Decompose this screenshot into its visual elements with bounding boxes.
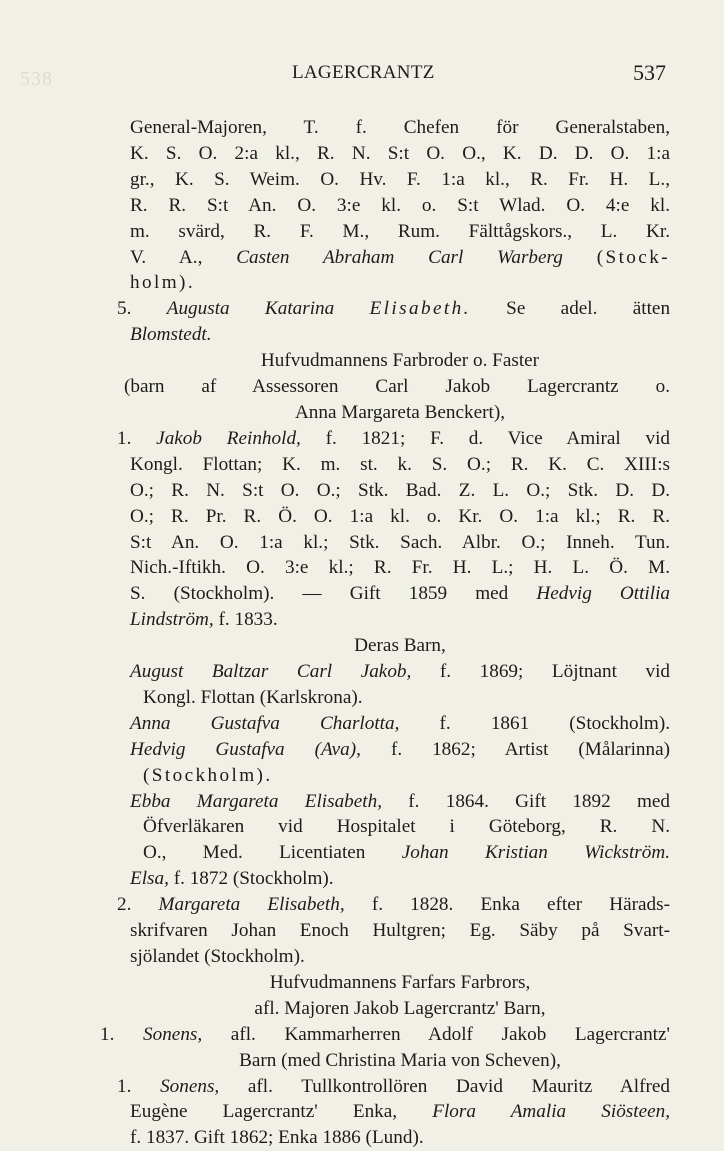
person-name: Elsa, [130,868,169,890]
family-name: Blomstedt. [130,324,212,346]
person-name: Flora Amalia Siösteen, [432,1101,671,1123]
text-segment: O., Med. Licentiaten [143,842,366,864]
text-line: Kongl. Flottan; K. m. st. k. S. O.; R. K. C. XIII:s [130,453,670,475]
entry-number: 1. [117,1075,132,1097]
person-name: Margareta Elisabeth, [158,894,345,916]
text-line: m. svärd, R. F. M., Rum. Fälttågskors., L. Kr. [130,220,670,242]
entry-line [130,659,670,685]
entry-line [117,426,670,452]
person-name: Jakob Reinhold, [156,427,301,449]
text-line: Öfverläkaren vid Hospitalet i Göteborg, R. N. [143,816,670,838]
text-segment: f. 1869; Löjtnant vid [439,661,671,683]
text-line: O.; R. Pr. R. Ö. O. 1:a kl. o. Kr. O. 1:a kl.; R. R. [130,505,670,527]
text-segment: f. 1872 (Stockholm). [173,868,334,890]
person-name: Casten Abraham Carl Warberg [236,246,563,268]
text-line: Kongl. Flottan (Karlskrona). [143,686,363,708]
entry-line [117,892,670,918]
text-line: O.; R. N. S:t O. O.; Stk. Bad. Z. L. O.; Stk. D. D. [130,479,670,501]
text-line [130,607,670,633]
section-subheading: Anna Margareta Benckert), [294,401,506,423]
text-line: gr., K. S. Weim. O. Hv. F. 1:a kl., R. Fr. H. L., [130,168,670,190]
entry-number: 1. [117,427,132,449]
entry-number: 2. [117,894,132,916]
section-heading: Hufvudmannens Farfars Farbrors, [269,971,531,993]
text-line: (Stockholm). [143,764,273,786]
text-segment: f. 1864. Gift 1892 med [408,790,670,812]
text-segment: Eugène Lagercrantz' Enka, [130,1101,398,1123]
person-name: Johan Kristian Wickström. [401,842,671,864]
person-name: Anna Gustafva Charlotta, [130,712,400,734]
text-line: K. S. O. 2:a kl., R. N. S:t O. O., K. D. D. O. 1:a [130,142,670,164]
text-line [130,322,670,348]
entry-line [130,789,670,815]
entry-line [130,866,670,892]
text-segment: f. 1833. [218,609,278,631]
page-number: 537 [633,60,666,85]
text-line [130,245,670,271]
text-line: Barn (med Christina Maria von Scheven), [239,1049,561,1071]
text-line: sjölandet (Stockholm). [130,946,305,967]
text-segment: Se adel. ätten [506,298,671,320]
entry-line [130,737,670,763]
entry-number: 1. [100,1023,115,1045]
text-segment: S. (Stockholm). — Gift 1859 med [130,583,509,605]
genealogy-text [100,115,671,1151]
entry-line [117,296,670,322]
person-label: Sonens, [143,1023,203,1045]
section-subheading: afl. Majoren Jakob Lagercrantz' Barn, [254,997,546,1019]
text-line [130,840,670,866]
text-segment: f. 1821; F. d. Vice Amiral vid [325,427,671,449]
person-name: Ebba Margareta Elisabeth, [130,790,383,812]
text-segment: f. 1861 (Stockholm). [439,712,671,734]
person-name: Augusta Katarina [166,298,335,320]
text-line: Nich.-Iftikh. O. 3:e kl.; R. Fr. H. L.; H. L. Ö. M. [130,557,670,579]
section-heading: Hufvudmannens Farbroder o. Faster [260,350,540,372]
person-name: Hedvig Gustafva (Ava), [130,738,361,760]
entry-line [130,711,670,737]
text-segment: f. 1828. Enka efter Härads- [371,894,671,916]
running-head [0,62,724,90]
text-line [130,581,670,607]
person-name: Lindström, [130,609,214,631]
person-name: August Baltzar Carl Jakob, [130,661,412,683]
text-segment: f. 1862; Artist (Målarinna) [390,738,670,760]
text-line: f. 1837. Gift 1862; Enka 1886 (Lund). [130,1127,424,1149]
bleed-through-page-number: 538 [20,68,53,90]
honors-abbrev: V. A., [130,246,203,268]
person-name-spaced: Elisabeth. [369,298,471,320]
text-line [130,1099,670,1125]
person-label: Sonens, [160,1075,220,1097]
running-title: LAGERCRANTZ [292,62,435,83]
text-line: R. R. S:t An. O. 3:e kl. o. S:t Wlad. O. 4:e kl. [130,194,670,216]
entry-line [117,1074,670,1100]
person-name: Hedvig Ottilia [536,583,671,605]
text-line: General-Majoren, T. f. Chefen för Generalstaben, [130,117,670,138]
text-line: S:t An. O. 1:a kl.; Stk. Sach. Albr. O.; Inneh. Tun. [130,531,670,553]
residence: (Stock- [596,246,671,268]
text-line: skrifvaren Johan Enoch Hultgren; Eg. Säby på Svart- [130,920,670,942]
section-subheading: (barn af Assessoren Carl Jakob Lagercrantz o. [124,376,670,398]
entry-number: 5. [117,298,132,320]
section-heading: Deras Barn, [354,635,446,657]
entry-line [100,1022,670,1048]
text-line: holm). [130,272,196,294]
text-segment: afl. Tullkontrollören David Mauritz Alfred [247,1075,671,1097]
text-segment: afl. Kammarherren Adolf Jakob Lagercrantz' [230,1023,670,1045]
